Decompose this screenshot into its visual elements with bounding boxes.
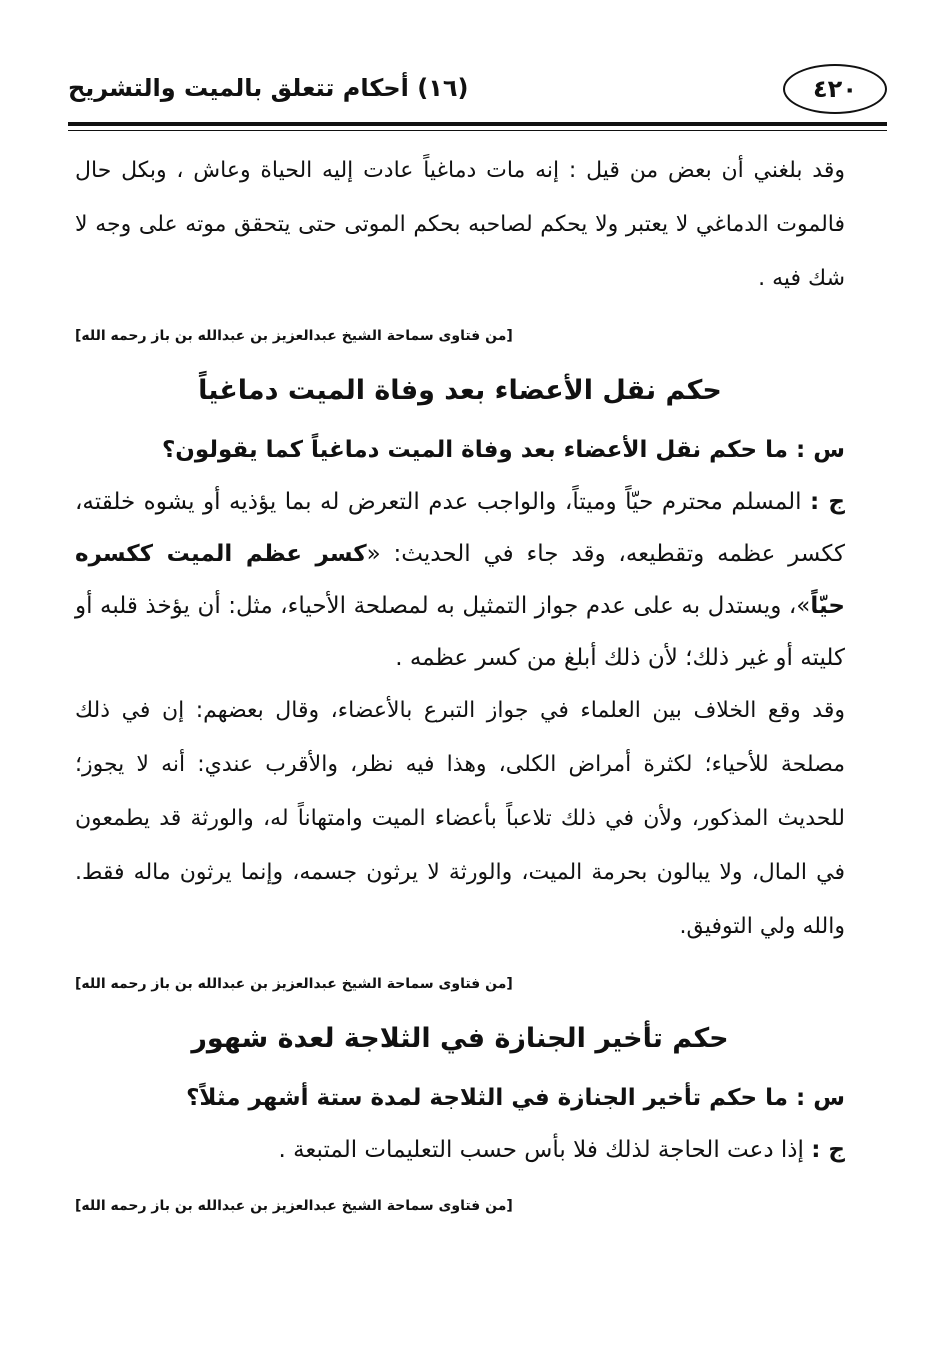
fatwa-source: [من فتاوى سماحة الشيخ عبدالعزيز بن عبدالله بن باز رحمه الله]	[75, 976, 513, 992]
header-divider	[68, 122, 887, 126]
answer-text-part1: المسلم محترم حيّاً وميتاً، والواجب عدم التعرض له بما يؤذيه أو يشوه خلقته، ككسر عظمه وتقطيعه، وقد جاء في الحديث: «	[75, 489, 846, 567]
page-number-badge: ٤٢٠	[783, 64, 887, 114]
page-body	[75, 144, 845, 1222]
question-text: ما حكم تأخير الجنازة في الثلاجة لمدة ستة أشهر مثلاً؟	[186, 1085, 789, 1111]
fatwa-source: [من فتاوى سماحة الشيخ عبدالعزيز بن عبدالله بن باز رحمه الله]	[75, 1198, 513, 1214]
fatwa-source: [من فتاوى سماحة الشيخ عبدالعزيز بن عبدالله بن باز رحمه الله]	[75, 328, 513, 344]
question-label: س :	[796, 437, 845, 463]
answer-text-part2: »، ويستدل به على عدم جواز التمثيل به لمصلحة الأحياء، مثل: أن يؤخذ قلبه أو كليته أو غير ذلك؛ لأن ذلك أبلغ من كسر عظمه .	[75, 593, 845, 671]
answer-fridge	[75, 1124, 845, 1176]
page-header	[68, 58, 887, 128]
hadith-quote: كسر عظم الميت ككسره حيّاً	[75, 541, 845, 619]
answer-organs	[75, 476, 845, 684]
answer-label: ج :	[811, 1137, 845, 1163]
intro-paragraph: وقد بلغني أن بعض من قيل : إنه مات دماغياً عادت إليه الحياة وعاش ، وبكل حال فالموت الدماغي لا يعتبر ولا يحكم لصاحبه بحكم الموتى حتى يتحقق موته على وجه لا شك فيه .	[75, 158, 845, 291]
answer-label: ج :	[810, 489, 846, 515]
question-organs	[75, 424, 845, 476]
question-fridge	[75, 1072, 845, 1124]
question-label: س :	[796, 1085, 845, 1111]
section-heading-fridge: حكم تأخير الجنازة في الثلاجة لعدة شهور	[191, 1023, 729, 1054]
question-text: ما حكم نقل الأعضاء بعد وفاة الميت دماغياً كما يقولون؟	[161, 437, 789, 463]
header-divider-thin	[68, 130, 887, 131]
chapter-title: (١٦) أحكام تتعلق بالميت والتشريح	[68, 74, 469, 102]
section-heading-organs: حكم نقل الأعضاء بعد وفاة الميت دماغياً	[198, 375, 722, 406]
organs-paragraph-2: وقد وقع الخلاف بين العلماء في جواز التبرع بالأعضاء، وقال بعضهم: إن في ذلك مصلحة للأحياء؛ لكثرة أمراض الكلى، وهذا فيه نظر، والأقرب عندي: أنه لا يجوز؛ للحديث المذكور، ولأن في ذلك تلاعباً بأعضاء الميت وامتهاناً له، والورثة قد يطمعون في المال، ولا يبالون بحرمة الميت، والورثة لا يرثون جسمه، وإنما يرثون ماله فقط. والله ولي التوفيق.	[75, 698, 845, 939]
answer-text: إذا دعت الحاجة لذلك فلا بأس حسب التعليمات المتبعة .	[278, 1137, 804, 1163]
